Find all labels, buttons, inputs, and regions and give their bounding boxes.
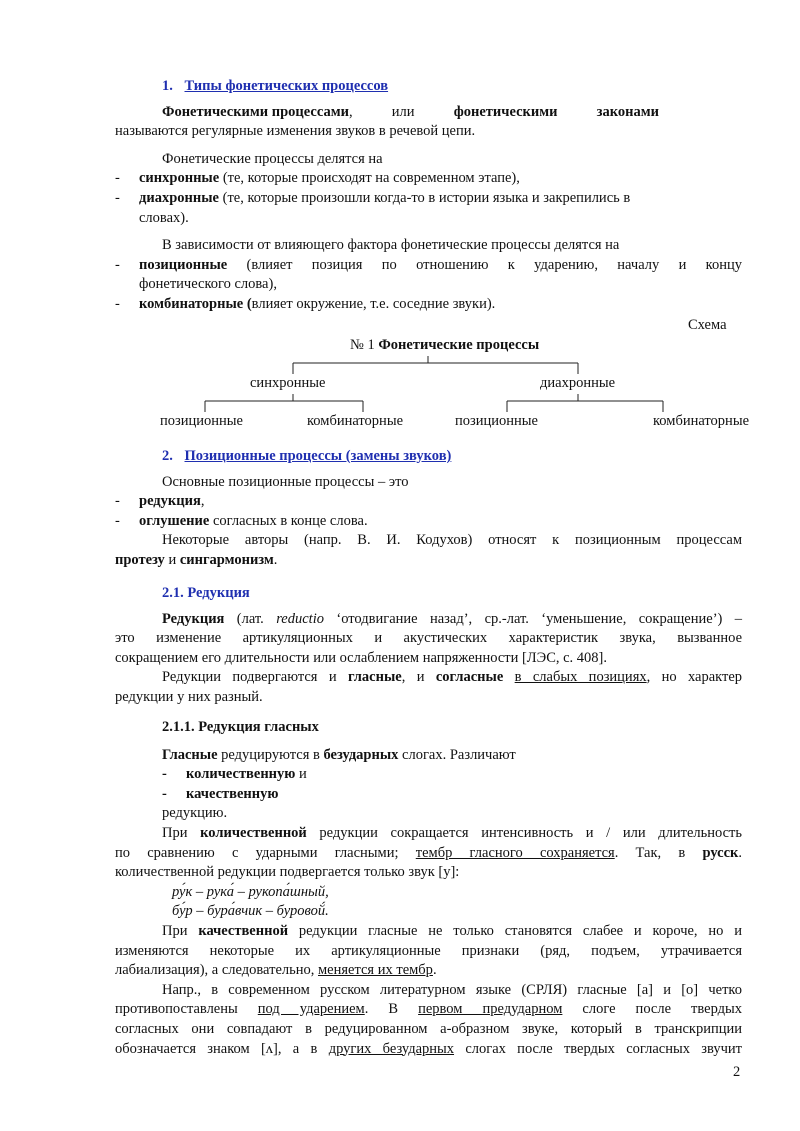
section-2-1-1-heading: 2.1.1. Редукция гласных (162, 719, 319, 735)
paragraph-line: При количественной редукции сокращается интенсивность и / или длительность (162, 824, 742, 841)
paragraph-line: Напр., в современном русском литературном языке (СРЛЯ) гласные [а] и [о] четко (162, 981, 742, 998)
scheme-node-combinatory: комбинаторные (653, 413, 749, 429)
section-1-heading (115, 77, 742, 97)
paragraph-line: протезу и сингармонизм. (115, 551, 278, 568)
list-item: - качественную (162, 785, 279, 802)
example-line: ру́к – рука́ – рукопа́шный, (172, 883, 329, 900)
heading-text: Типы фонетических процессов (184, 78, 389, 94)
paragraph-line: Гласные редуцируются в безударных слогах. Различают (162, 746, 516, 763)
section-2 (115, 447, 742, 571)
paragraph-line: лабиализация), а следовательно, меняется их тембр. (115, 962, 437, 979)
scheme-node-positional: позиционные (455, 413, 538, 429)
list-item-continuation: фонетического слова), (139, 276, 277, 293)
paragraph-line: это изменение артикуляционных и акустических характеристик звука, вызванное (115, 630, 742, 647)
section-2-heading: 2. Позиционные процессы (замены звуков) (162, 448, 452, 464)
paragraph: Фонетические процессы делятся на (162, 150, 383, 167)
paragraph-line: Редукции подвергаются и гласные, и согласные в слабых позициях, но характер (162, 669, 743, 686)
section-2-1-1 (115, 718, 742, 1059)
page-number: 2 (733, 1064, 741, 1080)
paragraph-line: сокращением его длительности или ослаблением напряженности [ЛЭС, с. 408]. (115, 649, 608, 666)
section-2-1 (115, 584, 742, 708)
scheme-node-diachronic: диахронные (540, 375, 616, 391)
definition-line-1: Фонетическими процессами, или фонетическими законами (162, 103, 659, 120)
list-item: - позиционные (влияет позиция по отношению к ударению, началу и концу (115, 256, 742, 273)
paragraph-line: изменяются некоторые их артикуляционные признаки (ряд, подъем, утрачивается (115, 942, 742, 959)
example-line: бу́р – бура́вчик – буровой́. (172, 903, 329, 920)
paragraph-line: по сравнению с ударными гласными; тембр гласного сохраняется. Так, в русск. (115, 844, 743, 861)
list-item: - оглушение согласных в конце слова. (115, 512, 368, 529)
scheme-node-positional: позиционные (160, 413, 243, 429)
paragraph-line: обозначается знаком [ʌ], а в других безударных слогах после твердых согласных звучит (115, 1040, 742, 1057)
list-item-continuation: словах). (139, 209, 189, 226)
definition-line-2: называются регулярные изменения звуков в речевой цепи. (115, 123, 476, 140)
paragraph: В зависимости от влияющего фактора фонетические процессы делятся на (162, 237, 620, 254)
paragraph-line: редукцию. (162, 805, 228, 822)
section-1 (115, 77, 742, 315)
section-2-1-heading: 2.1. Редукция (162, 585, 250, 601)
scheme-label: Схема (688, 317, 727, 333)
paragraph-line: Некоторые авторы (напр. В. И. Кодухов) относят к позиционным процессам (162, 532, 742, 549)
paragraph: Основные позиционные процессы – это (162, 473, 409, 490)
paragraph-line: редукции у них разный. (115, 688, 263, 705)
scheme-node-combinatory: комбинаторные (307, 413, 403, 429)
paragraph-line: согласных они совпадают в редуцированном а-образном звуке, который в транскрипции (115, 1020, 742, 1037)
list-item: - количественную и (162, 766, 307, 783)
list-item: - комбинаторные (влияет окружение, т.е. соседние звуки). (115, 295, 496, 312)
list-item: - редукция, (115, 493, 205, 510)
list-item: - диахронные (те, которые произошли когда-то в истории языка и закрепились в (115, 189, 631, 206)
paragraph-line: Редукция (лат. reductio ‘отодвигание назад’, ср.-лат. ‘уменьшение, сокращение’) – (162, 610, 742, 627)
paragraph-line: количественной редукции подвергается только звук [у]: (115, 864, 460, 881)
heading-number: 1. (162, 78, 173, 94)
paragraph-line: При качественной редукции гласные не только становятся слабее и короче, но и (162, 922, 742, 939)
paragraph-line: противопоставлены под ударением. В первом предударном слоге после твердых (115, 1001, 743, 1018)
list-item: - синхронные (те, которые происходят на современном этапе), (115, 170, 520, 187)
scheme-title: № 1 Фонетические процессы (350, 337, 540, 353)
scheme-node-synchronic: синхронные (250, 375, 326, 391)
